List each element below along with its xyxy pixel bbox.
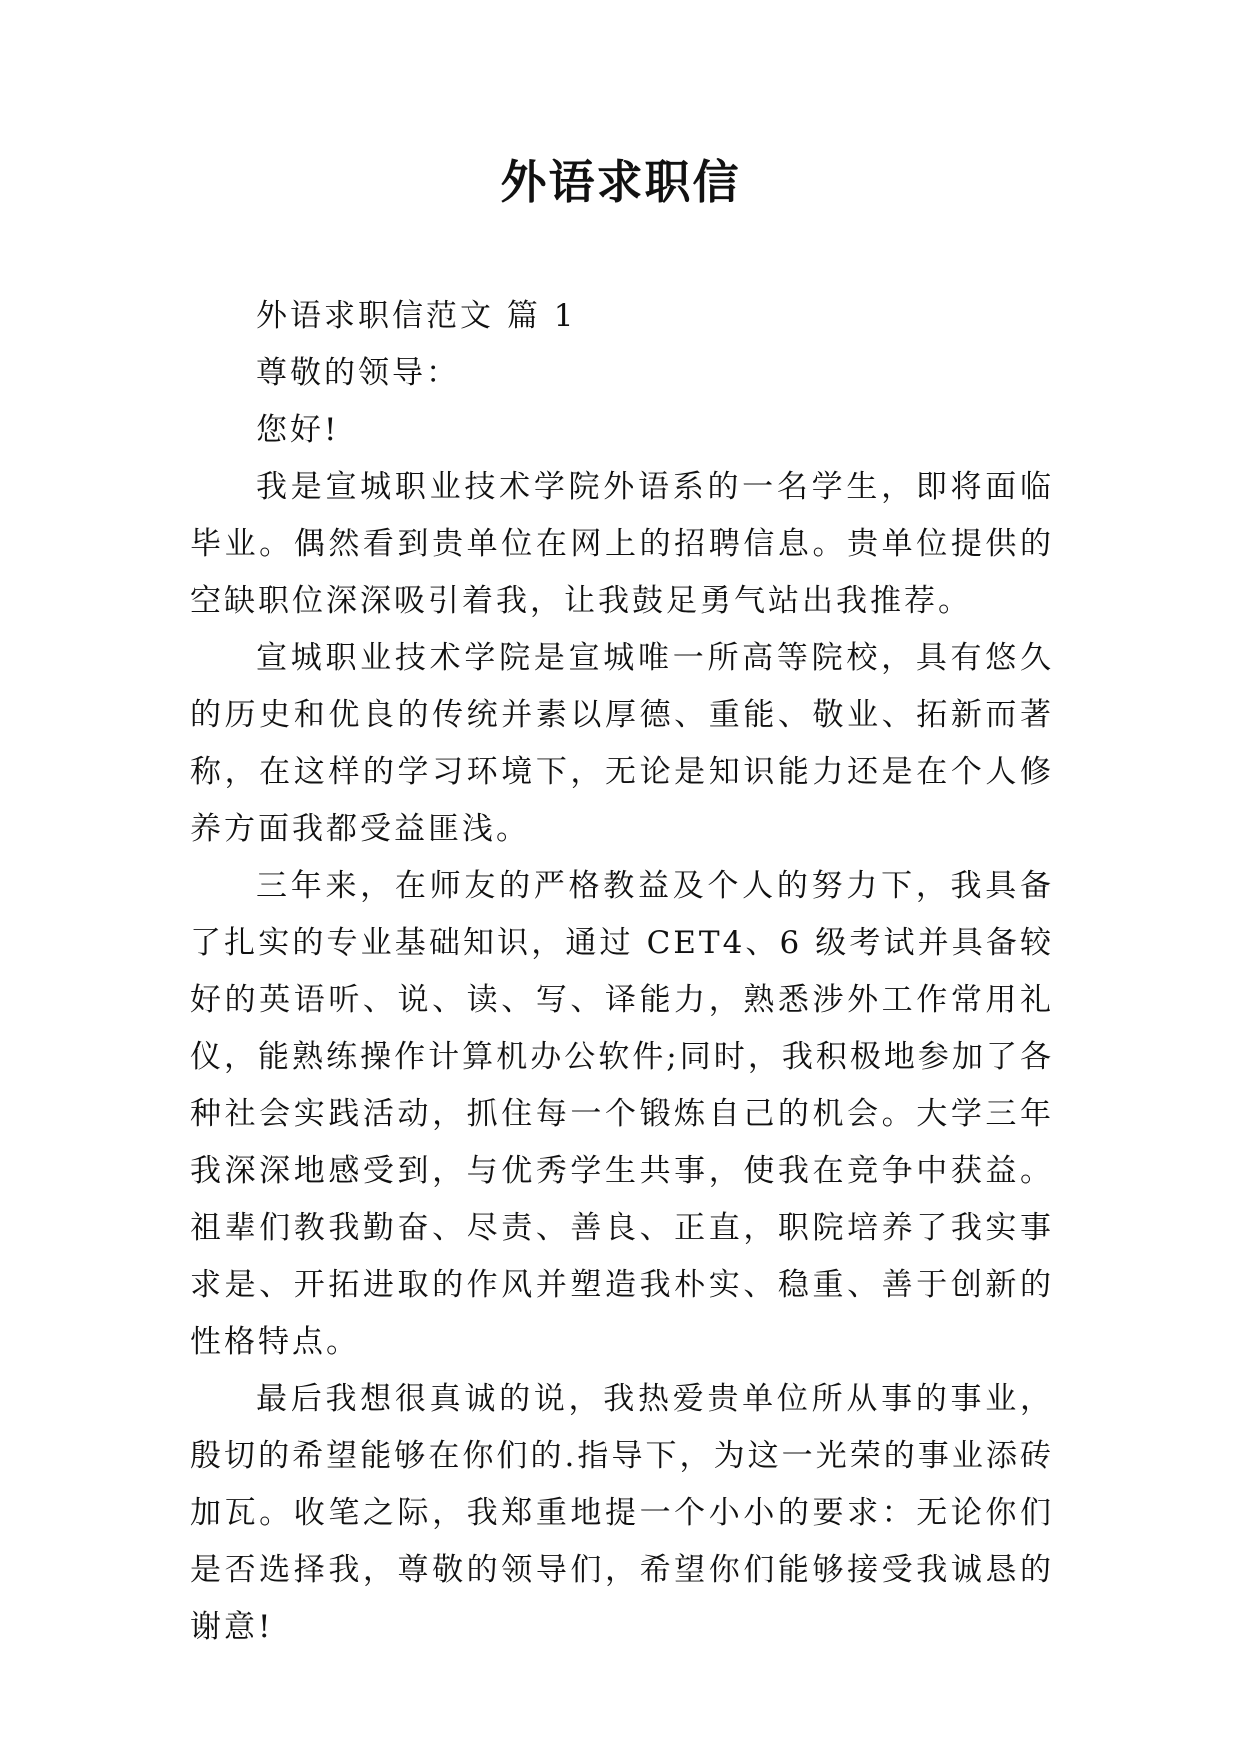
section-heading: 外语求职信范文 篇 1 <box>256 298 577 334</box>
greeting: 您好! <box>256 412 340 448</box>
document-title: 外语求职信 <box>500 155 741 209</box>
body-paragraph: 我是宣城职业技术学院外语系的一名学生，即将面临毕业。偶然看到贵单位在网上的招聘信息。贵单位提供的空缺职位深深吸引着我，让我鼓足勇气站出我推荐。 <box>190 469 1054 619</box>
body-paragraph: 宣城职业技术学院是宣城唯一所高等院校，具有悠久的历史和优良的传统并素以厚德、重能、敬业、拓新而著称，在这样的学习环境下，无论是知识能力还是在个人修养方面我都受益匪浅。 <box>190 640 1054 847</box>
document-body <box>190 288 1054 1656</box>
body-paragraph: 最后我想很真诚的说，我热爱贵单位所从事的事业，殷切的希望能够在你们的.指导下，为这一光荣的事业添砖加瓦。收笔之际，我郑重地提一个小小的要求：无论你们是否选择我，尊敬的领导们，希望你们能够接受我诚恳的谢意! <box>190 1381 1054 1645</box>
salutation: 尊敬的领导： <box>256 355 460 391</box>
body-paragraph: 三年来，在师友的严格教益及个人的努力下，我具备了扎实的专业基础知识，通过 CET4、6 级考试并具备较好的英语听、说、读、写、译能力，熟悉涉外工作常用礼仪，能熟练操作计算机办公软件;同时，我积极地参加了各种社会实践活动，抓住每一个锻炼自己的机会。大学三年我深深地感受到，与优秀学生共事，使我在竞争中获益。祖辈们教我勤奋、尽责、善良、正直，职院培养了我实事求是、开拓进取的作风并塑造我朴实、稳重、善于创新的性格特点。 <box>190 868 1054 1360</box>
